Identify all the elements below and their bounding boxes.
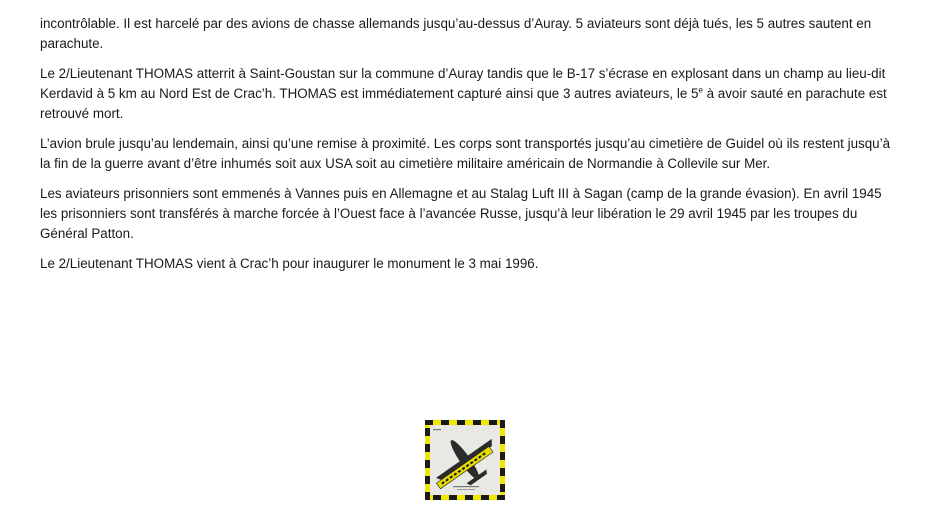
paragraph-1: incontrôlable. Il est harcelé par des avions de chasse allemands jusqu’au-dessus d’Auray. 5 aviateurs sont déjà tués, les 5 autres sautent en parachute. — [40, 16, 872, 51]
aircraft-emblem-icon — [425, 420, 505, 500]
emblem-caption-mark — [453, 486, 479, 487]
text-block — [40, 14, 900, 284]
paragraph-2 — [40, 64, 900, 124]
paragraph-2-text-end: à avoir sauté en parachute est retrouvé mort. — [40, 86, 887, 121]
paragraph-4: Les aviateurs prisonniers sont emmenés à Vannes puis en Allemagne et au Stalag Luft III à Sagan (camp de la grande évasion). En avril 1945 les prisonniers sont transférés à marche forcée à l’Ouest face à l’avancée Russe, jusqu’à leur libération le 29 avril 1945 par les troupes du Général Patton. — [40, 186, 882, 241]
paragraph-2-text-start: Le 2/Lieutenant THOMAS atterrit à Saint-Goustan sur la commune d’Auray tandis que le B-17 s’écrase en explosant dans un champ au lieu-dit Kerdavid à 5 km au Nord Est de Crac’h. THOMAS est immédiatement capturé ainsi que 3 autres aviateurs, le 5 — [40, 66, 886, 101]
emblem-graphic — [425, 420, 505, 500]
emblem-caption-mark-2 — [457, 489, 475, 490]
superscript-e: e — [698, 85, 703, 95]
paragraph-5: Le 2/Lieutenant THOMAS vient à Crac’h pour inaugurer le monument le 3 mai 1996. — [40, 256, 539, 271]
paragraph-3: L’avion brule jusqu’au lendemain, ainsi qu’une remise à proximité. Les corps sont transportés jusqu’au cimetière de Guidel où ils restent jusqu’à la fin de la guerre avant d’être inhumés soit aux USA soit au cimetière militaire américain de Normandie à Collevile sur Mer. — [40, 136, 891, 171]
emblem-corner-mark — [433, 429, 441, 430]
